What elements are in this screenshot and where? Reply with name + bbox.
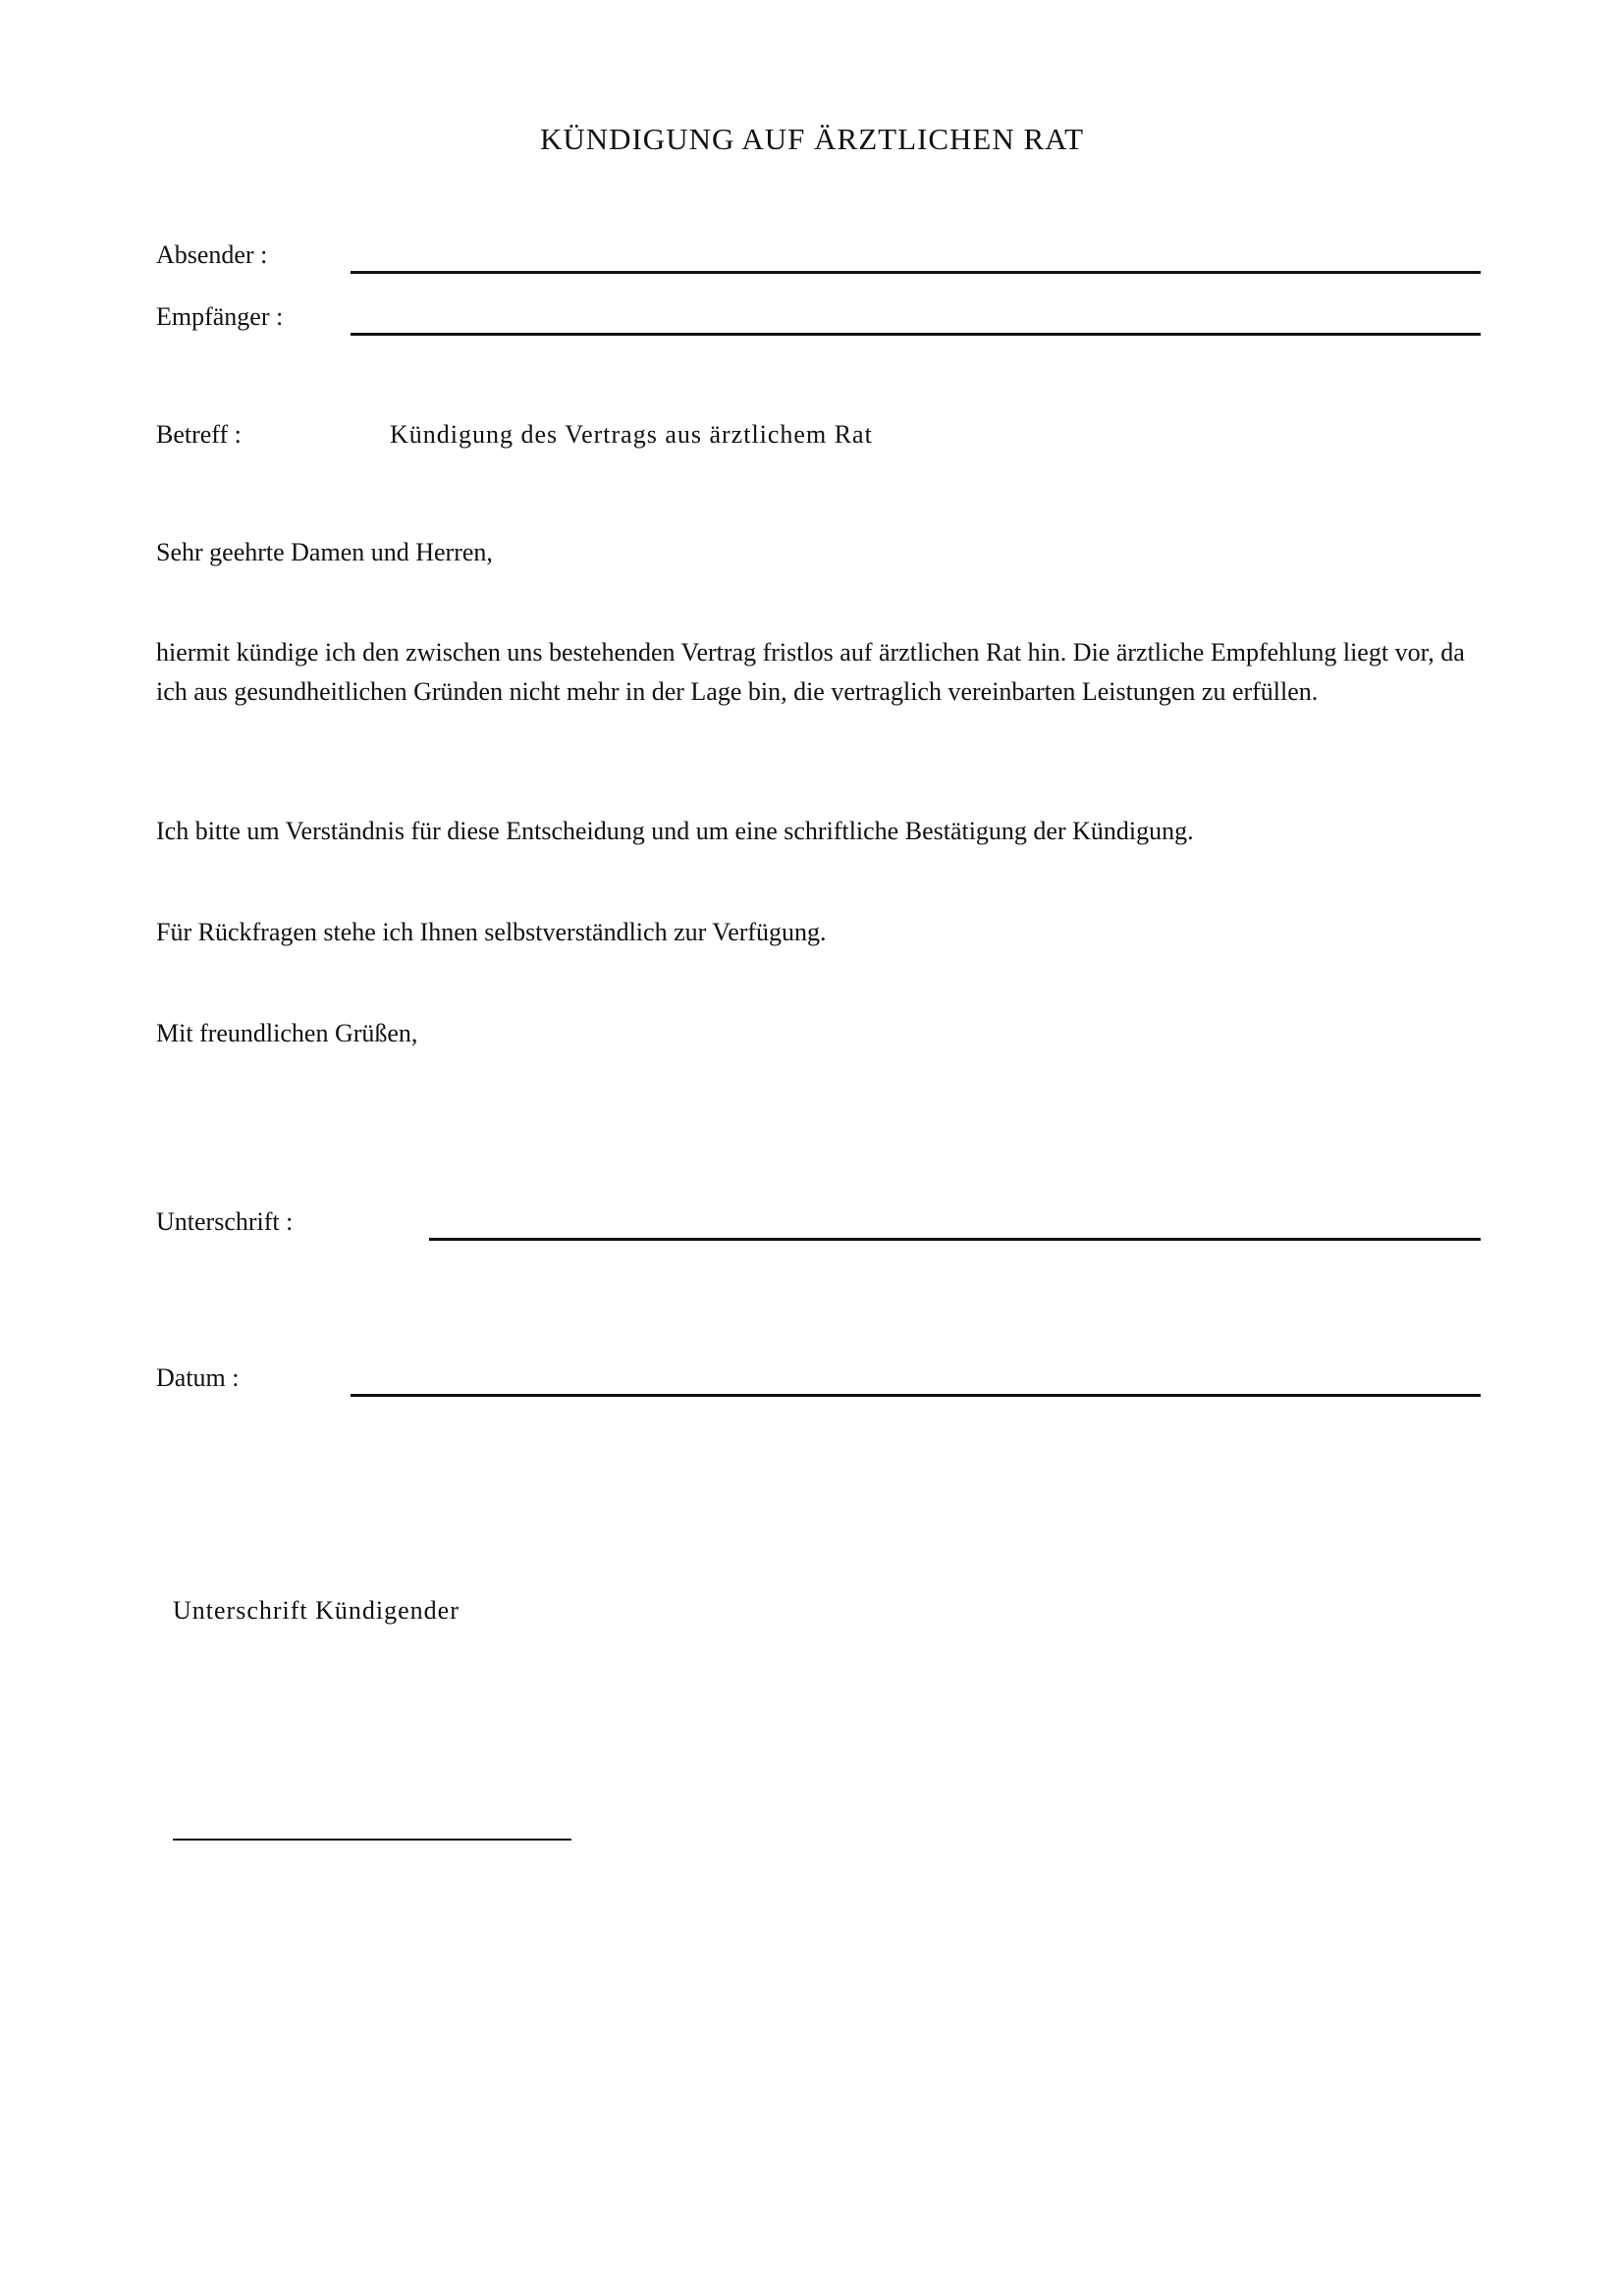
body-paragraph-3: Für Rückfragen stehe ich Ihnen selbstverständlich zur Verfügung. <box>156 918 827 946</box>
body-paragraph-1: hiermit kündige ich den zwischen uns bestehenden Vertrag fristlos auf ärztlichen Rat hin. Die ärztliche Empfehlung liegt vor, da ich aus gesundheitlichen Gründen nicht mehr in der Lage bin, die vertraglich vereinbarten Leistungen zu erfüllen. <box>156 638 1465 706</box>
salutation: Sehr geehrte Damen und Herren, <box>156 538 493 566</box>
body-paragraph-2: Ich bitte um Verständnis für diese Entscheidung und um eine schriftliche Bestätigung der Kündigung. <box>156 817 1194 845</box>
signature-label: Unterschrift : <box>156 1207 294 1236</box>
date-label: Datum : <box>156 1363 240 1392</box>
date-field-line[interactable] <box>351 1394 1481 1397</box>
closing: Mit freundlichen Grüßen, <box>156 1019 418 1047</box>
document-title: KÜNDIGUNG AUF ÄRZTLICHEN RAT <box>539 122 1085 156</box>
signature-field-line[interactable] <box>429 1238 1481 1241</box>
sender-label: Absender : <box>156 240 268 269</box>
recipient-field-line[interactable] <box>351 333 1481 336</box>
subject-text: Kündigung des Vertrags aus ärztlichem Rat <box>390 420 873 449</box>
recipient-label: Empfänger : <box>156 302 284 331</box>
terminator-signature-line[interactable] <box>173 1839 571 1841</box>
subject-label: Betreff : <box>156 420 242 449</box>
sender-field-line[interactable] <box>351 271 1481 274</box>
terminator-signature-label: Unterschrift Kündigender <box>173 1596 460 1625</box>
